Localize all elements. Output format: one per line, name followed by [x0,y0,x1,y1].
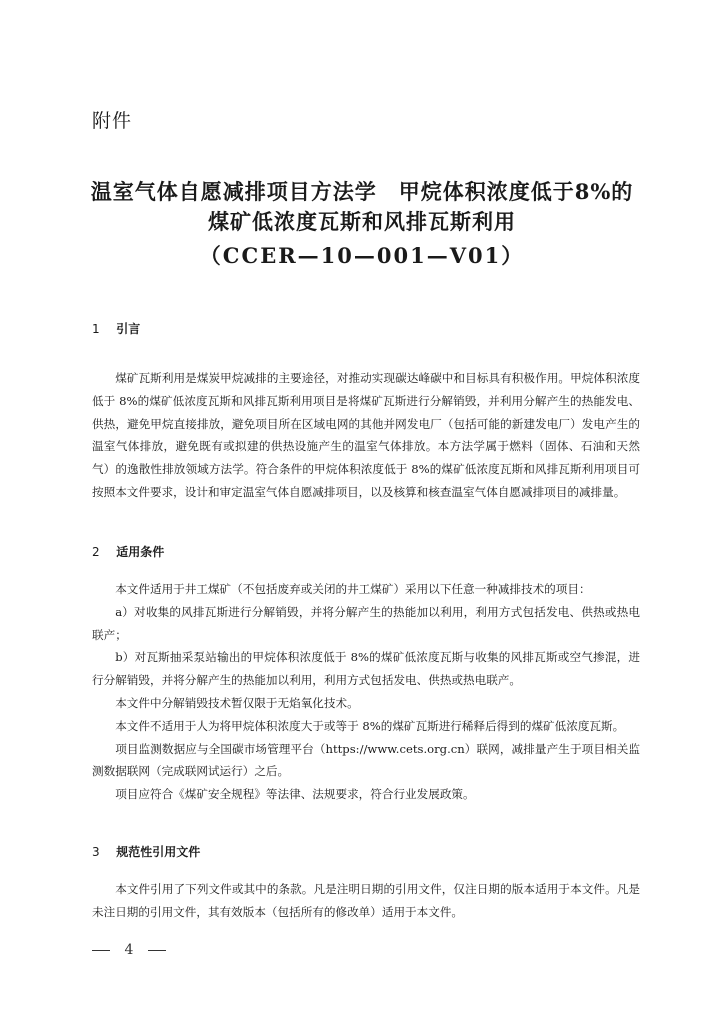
paragraph: 煤矿瓦斯利用是煤炭甲烷减排的主要途径，对推动实现碳达峰碳中和目标具有积极作用。甲烷体积浓度低于 8%的煤矿低浓度瓦斯和风排瓦斯利用项目是将煤矿瓦斯进行分解销毁，并利用分解产生的热能发电、供热，避免甲烷直接排放，避免项目所在区域电网的其他并网发电厂（包括可能的新建发电厂）发电产生的温室气体排放，避免既有或拟建的供热设施产生的温室气体排放。本方法学属于燃料（固体、石油和天然气）的逸散性排放领域方法学。符合条件的甲烷体积浓度低于 8%的煤矿低浓度瓦斯和风排瓦斯利用项目可按照本文件要求，设计和审定温室气体自愿减排项目，以及核算和核查温室气体自愿减排项目的减排量。 [92,371,640,499]
document-title-line-2: 煤矿低浓度瓦斯和风排瓦斯利用 [208,209,516,234]
paragraph: 本文件中分解销毁技术暂仅限于无焰氧化技术。 [115,695,359,710]
page-footer [92,942,166,958]
section-title: 适用条件 [116,545,165,559]
section-heading-introduction [92,320,140,337]
paragraph: 项目监测数据应与全国碳市场管理平台（https://www.cets.org.cn）联网，减排量产生于项目相关监测数据联网（完成联网试运行）之后。 [92,741,640,779]
paragraph: 本文件适用于井工煤矿（不包括废弃或关闭的井工煤矿）采用以下任意一种减排技术的项目： [115,582,591,596]
document-code: （CCER—10—001—V01） [199,243,525,268]
paragraph: b）对瓦斯抽采泵站输出的甲烷体积浓度低于 8%的煤矿低浓度瓦斯与收集的风排瓦斯或空气掺混，进行分解销毁，并将分解产生的热能加以利用，利用方式包括发电、供热或热电联产。 [92,650,640,688]
section-body-applicability [92,578,640,806]
footer-dash-left [92,950,110,951]
section-title: 引言 [116,322,141,336]
paragraph: 项目应符合《煤矿安全规程》等法律、法规要求，符合行业发展政策。 [115,787,475,802]
paragraph: 本文件引用了下列文件或其中的条款。凡是注明日期的引用文件，仅注日期的版本适用于本文件。凡是未注日期的引用文件，其有效版本（包括所有的修改单）适用于本文件。 [92,882,640,919]
page-number: 4 [124,942,134,958]
section-number: 3 [92,845,100,859]
paragraph: a）对收集的风排瓦斯进行分解销毁，并将分解产生的热能加以利用，利用方式包括发电、供热或热电联产； [92,604,640,642]
section-heading-applicability [92,543,164,560]
section-number: 1 [92,322,100,336]
paragraph: 本文件不适用于人为将甲烷体积浓度大于或等于 8%的煤矿瓦斯进行稀释后得到的煤矿低浓度瓦斯。 [115,718,625,733]
section-body-normative-references [92,878,640,924]
attachment-label: 附件 [92,110,133,132]
document-title-line-1: 温室气体自愿减排项目方法学 甲烷体积浓度低于8%的 [90,179,634,204]
section-body-introduction [92,367,640,504]
section-number: 2 [92,545,100,559]
section-heading-normative-references [92,843,200,860]
section-title: 规范性引用文件 [116,845,201,859]
footer-dash-right [148,950,166,951]
